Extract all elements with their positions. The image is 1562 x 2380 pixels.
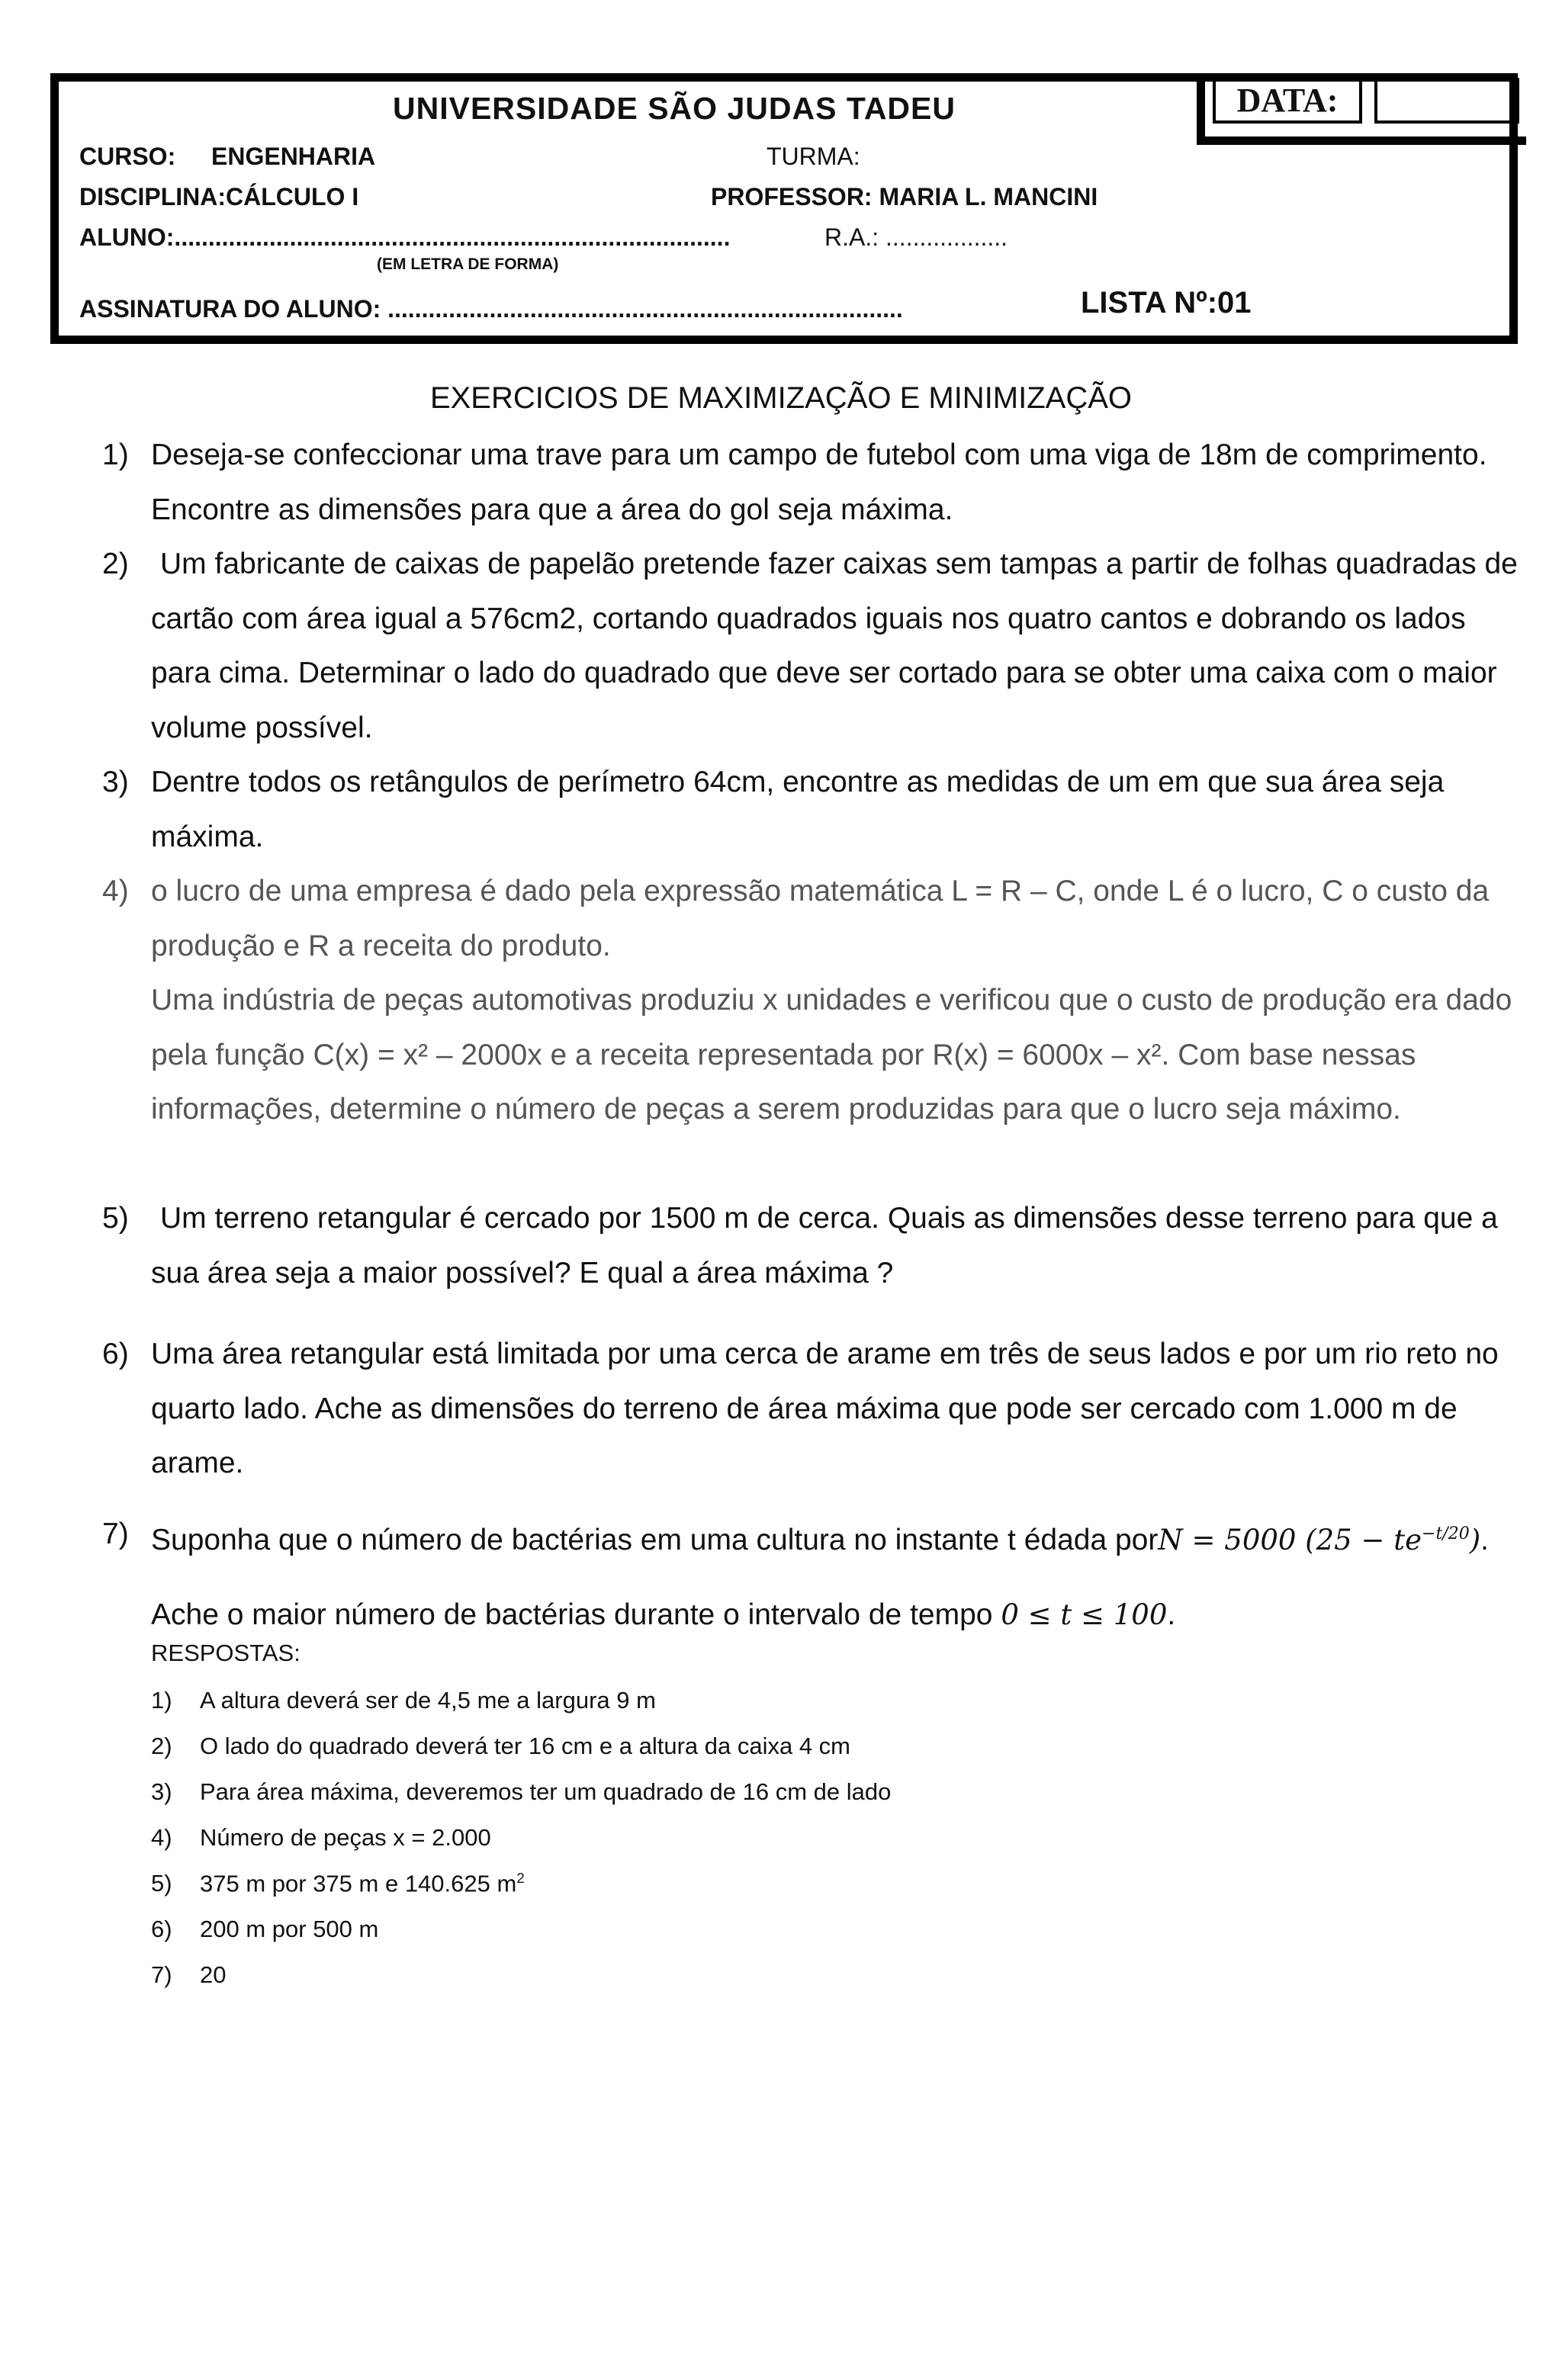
- answer-7: 7) 20: [151, 1961, 227, 1988]
- date-box: [1197, 73, 1526, 145]
- answer-4: 4) Número de peças x = 2.000: [151, 1824, 491, 1851]
- question-7: 7) Suponha que o número de bactérias em uma cultura no instante t édada porN = 5000 $(25 - te^{-t/20})$. Ache o maior número de bactérias durante o intervalo de tempo 0 ≤ t ≤ 100.: [102, 1518, 1489, 1631]
- answer-1: 1) A altura deverá ser de 4,5 me a largura 9 m: [151, 1687, 656, 1714]
- list-number: LISTA Nº:01: [1081, 286, 1252, 320]
- question-3: 3) Dentre todos os retângulos de perímetro 64cm, encontre as medidas de um em que sua área seja máxima.: [102, 766, 1445, 853]
- course-label: CURSO:: [79, 143, 176, 170]
- question-4: 4) o lucro de uma empresa é dado pela expressão matemática L = R – C, onde L é o lucro, C o custo da produção e R a receita do produto. Uma indústria de peças automotivas produziu x unidades e verificou que o custo de produção era dado pela função C(x) = x² – 2000x e a receita representada por R(x) = 6000x – x². Com base nessas informações, determine o número de peças a serem produzidas para que o lucro seja máximo.: [102, 875, 1512, 1126]
- answer-2: 2) O lado do quadrado deverá ter 16 cm e a altura da caixa 4 cm: [151, 1733, 850, 1759]
- course-value: ENGENHARIA: [211, 143, 376, 170]
- question-5: 5) Um terreno retangular é cercado por 1500 m de cerca. Quais as dimensões desse terreno para que a sua área seja a maior possível? E qual a área máxima ?: [102, 1202, 1498, 1290]
- time-interval: 0 ≤ t ≤ 100: [1001, 1598, 1168, 1631]
- date-field[interactable]: [1374, 78, 1519, 124]
- answer-3: 3) Para área máxima, deveremos ter um quadrado de 16 cm de lado: [151, 1778, 892, 1805]
- question-1: 1) Deseja-se confeccionar uma trave para um campo de futebol com uma viga de 18m de comprimento. Encontre as dimensões para que a área do gol seja máxima.: [102, 438, 1487, 526]
- date-label: DATA:: [1213, 78, 1362, 124]
- header-box: [50, 73, 1518, 344]
- question-6: 6) Uma área retangular está limitada por uma cerca de arame em três de seus lados e por um rio reto no quarto lado. Ache as dimensões do terreno de área máxima que pode ser cercado com 1.000 m de arame.: [102, 1338, 1499, 1479]
- answer-6: 6) 200 m por 500 m: [151, 1916, 379, 1942]
- class-label: TURMA:: [767, 143, 860, 170]
- page-title: EXERCICIOS DE MAXIMIZAÇÃO E MINIMIZAÇÃO: [429, 381, 1133, 415]
- question-2: 2) Um fabricante de caixas de papelão pretende fazer caixas sem tampas a partir de folhas quadradas de cartão com área igual a 576cm2, cortando quadrados iguais nos quatro cantos e dobrando os lados para cima. Determinar o lado do quadrado que deve ser cortado para se obter uma caixa com o maior volume possível.: [102, 548, 1518, 744]
- answers-title: RESPOSTAS:: [151, 1640, 301, 1666]
- university-name: UNIVERSIDADE SÃO JUDAS TADEU: [393, 91, 956, 126]
- formula-exponent: −t/20: [1422, 1524, 1470, 1543]
- signature-field[interactable]: ASSINATURA DO ALUNO: ............................................................................: [79, 295, 903, 323]
- student-name-field[interactable]: ALUNO:..................................................................................: [79, 223, 731, 251]
- answer-5: 5) 375 m por 375 m e 140.625 $m^2$: [151, 1870, 525, 1897]
- professor: PROFESSOR: MARIA L. MANCINI: [711, 183, 1098, 210]
- bacteria-formula: N = 5000 (25 − te: [1158, 1524, 1422, 1556]
- discipline: DISCIPLINA:CÁLCULO I: [79, 183, 359, 210]
- ra-field[interactable]: R.A.: ..................: [824, 223, 1008, 251]
- block-letters-note: (EM LETRA DE FORMA): [377, 255, 559, 273]
